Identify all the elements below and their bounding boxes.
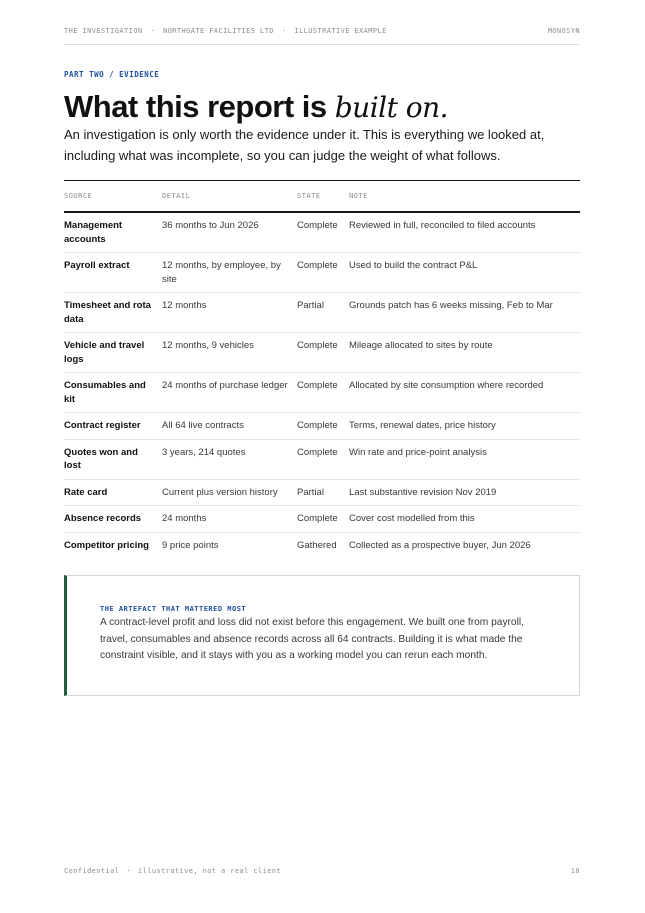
footer-disclaimer: illustrative, not a real client (138, 867, 282, 875)
cell-detail: 24 months of purchase ledger (162, 373, 297, 413)
section-eyebrow: PART TWO / EVIDENCE (64, 70, 160, 79)
evidence-table (64, 180, 580, 558)
intro-paragraph: An investigation is only worth the evidence under it. This is everything we looked at, including what was incomplete, so you can judge the weight of what follows. (64, 127, 545, 163)
cell-state: Complete (297, 333, 349, 373)
header-breadcrumb (64, 27, 387, 35)
cell-state: Partial (297, 479, 349, 506)
cell-detail: 24 months (162, 506, 297, 533)
table-row (64, 333, 580, 373)
cell-note: Cover cost modelled from this (349, 506, 580, 533)
cell-note: Collected as a prospective buyer, Jun 2026 (349, 539, 531, 551)
page-number: 10 (570, 867, 580, 875)
cell-state: Complete (297, 373, 349, 413)
cell-source: Consumables and kit (64, 373, 162, 413)
table-row (64, 439, 580, 479)
table-row (64, 253, 580, 293)
header-tag: ILLUSTRATIVE EXAMPLE (294, 27, 387, 35)
cell-note: Win rate and price-point analysis (349, 439, 580, 479)
table-row (64, 293, 580, 333)
table-row (64, 479, 580, 506)
cell-detail: 36 months to Jun 2026 (162, 212, 297, 253)
cell-source: Vehicle and travel logs (64, 333, 162, 373)
table-header-row (64, 181, 580, 213)
column-header-source: SOURCE (64, 181, 162, 213)
header-client: NORTHGATE FACILITIES LTD (163, 27, 274, 35)
cell-source: Management accounts (64, 212, 162, 253)
title-emphasis: built on. (334, 91, 449, 124)
header-section: THE INVESTIGATION (64, 27, 143, 35)
cell-source: Absence records (64, 506, 162, 533)
page-footer (64, 867, 580, 875)
cell-note: Mileage allocated to sites by route (349, 333, 580, 373)
cell-state: Complete (297, 253, 349, 293)
cell-source: Timesheet and rota data (64, 293, 162, 333)
column-header-note: NOTE (349, 181, 580, 213)
cell-detail: 12 months (162, 293, 297, 333)
table-row (64, 212, 580, 253)
cell-state: Gathered (297, 539, 337, 551)
callout-body: A contract-level profit and loss did not exist before this engagement. We built one from payroll, travel, consumables and absence records across all 64 contracts. Building it is what made the constraint visible, and it stays with you as a working model you can rerun each month. (100, 617, 524, 662)
column-header-state: STATE (297, 181, 349, 213)
table-row (64, 413, 580, 440)
cell-state: Complete (297, 439, 349, 479)
table-row (64, 373, 580, 413)
header-brand: MONOSYN (547, 27, 580, 35)
cell-detail: 9 price points (162, 539, 219, 551)
cell-source: Competitor pricing (64, 539, 149, 551)
artefact-callout (64, 575, 580, 696)
cell-source: Quotes won and lost (64, 439, 162, 479)
cell-note: Terms, renewal dates, price history (349, 413, 580, 440)
cell-note: Allocated by site consumption where recorded (349, 373, 580, 413)
cell-detail: 12 months, by employee, by site (162, 253, 297, 293)
cell-detail: 12 months, 9 vehicles (162, 333, 297, 373)
table-row (64, 506, 580, 533)
cell-detail: All 64 live contracts (162, 413, 297, 440)
cell-state: Complete (297, 212, 349, 253)
cell-detail: Current plus version history (162, 479, 297, 506)
cell-detail: 3 years, 214 quotes (162, 439, 297, 479)
header-separator: · (281, 27, 287, 35)
footer-confidential: Confidential (64, 867, 120, 875)
callout-label: THE ARTEFACT THAT MATTERED MOST (100, 605, 247, 613)
title-main: What this report is (64, 89, 335, 124)
column-header-detail: DETAIL (162, 181, 297, 213)
cell-source: Contract register (64, 413, 162, 440)
cell-state: Complete (297, 413, 349, 440)
cell-state: Partial (297, 293, 349, 333)
cell-note: Grounds patch has 6 weeks missing, Feb to Mar (349, 293, 580, 333)
cell-note: Last substantive revision Nov 2019 (349, 479, 580, 506)
header-separator: · (150, 27, 156, 35)
table-row (64, 532, 580, 558)
page-header (64, 27, 580, 45)
cell-source: Payroll extract (64, 253, 162, 293)
cell-note: Reviewed in full, reconciled to filed accounts (349, 212, 580, 253)
footer-separator: · (126, 867, 131, 875)
page-title (64, 86, 448, 129)
cell-source: Rate card (64, 479, 162, 506)
cell-note: Used to build the contract P&L (349, 253, 580, 293)
cell-state: Complete (297, 506, 349, 533)
footer-notice (64, 867, 281, 875)
